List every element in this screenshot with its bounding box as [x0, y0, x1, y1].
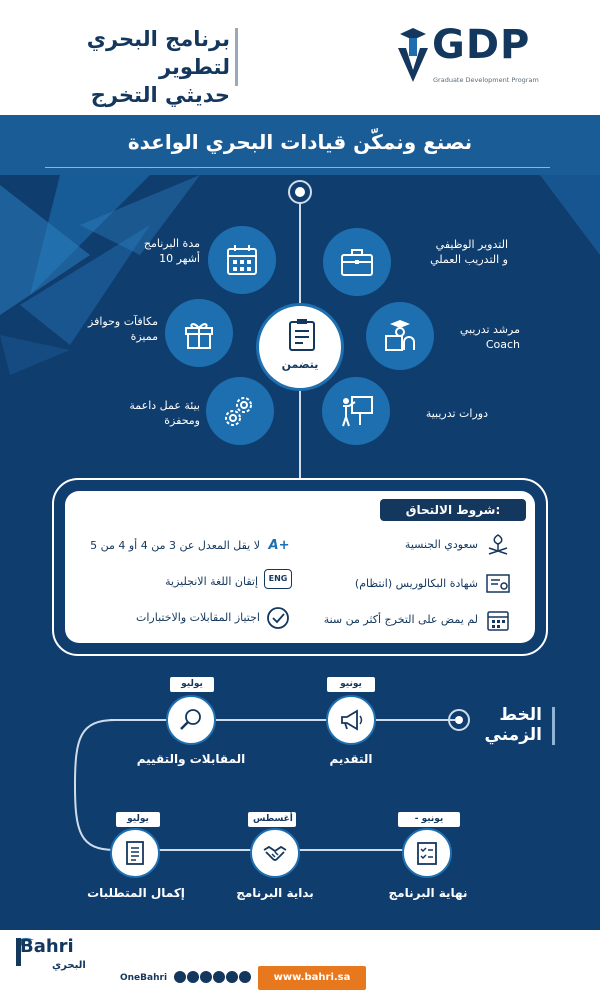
program-title-line1: برنامج البحري لتطوير — [86, 27, 230, 79]
megaphone-icon — [338, 707, 364, 733]
month-badge-program-start: أغسطس — [248, 812, 296, 827]
step-program-start-label: بداية البرنامج — [236, 886, 314, 900]
step-apply — [326, 695, 376, 745]
feature-job-rotation — [323, 228, 391, 296]
instagram-icon[interactable] — [226, 971, 238, 983]
feature-text: بيئة عمل داعمة — [129, 399, 200, 412]
step-interviews — [166, 695, 216, 745]
condition-graduation-year: لم يمض على التخرج أكثر من سنة — [323, 613, 478, 626]
website-link[interactable]: www.bahri.sa — [258, 966, 366, 990]
snapchat-icon[interactable] — [200, 971, 212, 983]
feature-text: و التدريب العملي — [430, 253, 508, 266]
timeline-title-line1: الخط — [499, 705, 542, 725]
briefcase-icon — [339, 244, 375, 280]
month-badge-requirements: يوليو — [116, 812, 160, 827]
gdp-logo-icon — [396, 26, 430, 84]
youtube-icon[interactable] — [213, 971, 225, 983]
feature-training-courses-label — [398, 406, 488, 421]
feature-job-rotation-label — [398, 237, 508, 267]
timeline-title — [480, 705, 542, 745]
condition-gpa: لا يقل المعدل عن 3 من 4 أو 4 من 5 — [90, 539, 260, 552]
feature-text: مدة البرنامج — [143, 237, 200, 250]
condition-english: إتقان اللغة الانجليزية — [165, 575, 258, 588]
feature-text: مكافآت وحوافز — [88, 315, 158, 328]
timeline-divider — [552, 707, 555, 745]
timeline-line-top — [110, 719, 455, 721]
condition-nationality: سعودي الجنسية — [404, 538, 478, 551]
includes-center — [256, 303, 344, 391]
program-title — [30, 25, 230, 109]
feature-work-environment-label — [100, 398, 200, 428]
step-program-start — [250, 828, 300, 878]
condition-interviews: اجتياز المقابلات والاختبارات — [136, 611, 260, 624]
feature-text: Coach — [485, 338, 520, 351]
timeline-curve — [60, 718, 120, 852]
feature-text: التدوير الوظيفي — [435, 238, 508, 251]
mentor-icon — [382, 318, 418, 354]
feature-text: دورات تدريبية — [425, 407, 488, 420]
step-program-end — [402, 828, 452, 878]
feature-duration — [208, 226, 276, 294]
feature-coach-label — [440, 322, 520, 352]
top-node — [288, 180, 312, 204]
timeline-title-line2: الزمني — [484, 725, 542, 745]
month-badge-interviews: يوليو — [170, 677, 214, 692]
month-badge-program-end: يونيو - — [398, 812, 460, 827]
feature-text: مميزة — [130, 330, 158, 343]
gdp-logo-text: GDP — [432, 22, 531, 68]
program-title-line2: حديثي التخرج — [90, 83, 230, 107]
magnifier-icon — [178, 707, 204, 733]
feature-coach — [366, 302, 434, 370]
feature-text: 10 أشهر — [159, 252, 200, 265]
bahri-logo-arabic: البحري — [52, 960, 86, 971]
calendar-icon — [224, 242, 260, 278]
saudi-emblem-icon — [485, 532, 511, 558]
checklist-icon — [414, 840, 440, 866]
email-icon[interactable] — [239, 971, 251, 983]
gears-icon — [222, 393, 258, 429]
gdp-logo-subtitle: Graduate Development Program — [433, 76, 539, 84]
presentation-icon — [338, 393, 374, 429]
handshake-icon — [262, 840, 288, 866]
condition-bachelor: شهادة البكالوريس (انتظام) — [354, 577, 478, 590]
twitter-icon[interactable] — [174, 971, 186, 983]
feature-work-environment — [206, 377, 274, 445]
title-divider — [235, 28, 238, 86]
step-apply-label: التقديم — [329, 752, 373, 766]
feature-rewards-label — [62, 314, 158, 344]
step-requirements-label: إكمال المتطلبات — [87, 886, 185, 900]
certificate-icon — [485, 571, 511, 597]
document-icon — [122, 840, 148, 866]
feature-duration-label — [100, 236, 200, 266]
timeline-start-node — [448, 709, 470, 731]
english-icon: ENG — [264, 569, 292, 589]
headline: نصنع ونمكّن قيادات البحري الواعدة — [127, 130, 473, 154]
headline-underline — [45, 167, 550, 168]
step-program-end-label: نهاية البرنامج — [388, 886, 468, 900]
step-interviews-label: المقابلات والتقييم — [136, 752, 246, 766]
social-handle: OneBahri — [120, 973, 168, 983]
clipboard-icon — [285, 318, 319, 352]
conditions-title: شروط الالتحاق: — [380, 499, 526, 521]
feature-training-courses — [322, 377, 390, 445]
month-badge-apply: يونيو — [327, 677, 375, 692]
gift-icon — [181, 315, 217, 351]
feature-rewards — [165, 299, 233, 367]
calendar-icon — [485, 607, 511, 633]
feature-text: مرشد تدريبي — [459, 323, 520, 336]
bahri-logo-text: Bahri — [20, 936, 74, 957]
feature-text: ومحفزة — [164, 414, 200, 427]
includes-label: يتضمن — [281, 358, 319, 371]
step-requirements — [110, 828, 160, 878]
check-icon — [265, 605, 291, 631]
facebook-icon[interactable] — [187, 971, 199, 983]
grade-a-plus-icon: A+ — [268, 538, 290, 553]
